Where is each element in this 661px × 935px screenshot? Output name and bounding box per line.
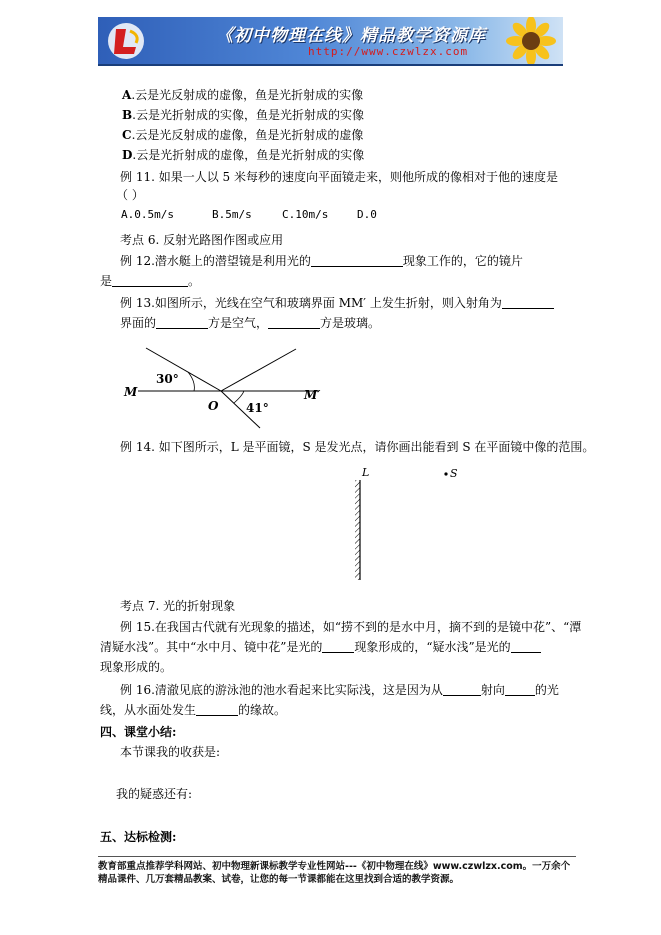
ex14-question: 例 14. 如下图所示，L 是平面镜，S 是发光点，请你画出能看到 S 在平面镜中像的范围。	[120, 440, 595, 454]
ex12-line2: 是 。	[100, 274, 201, 288]
reflected-ray	[221, 349, 296, 391]
header-banner	[98, 17, 563, 64]
ex15-line1: 例 15.在我国古代就有光现象的描述，如“捞不到的是水中月，摘不到的是镜中花”、“潭	[120, 620, 582, 634]
header-rule	[98, 64, 563, 66]
label-m-right: M′	[304, 388, 321, 402]
mirror-diagram	[340, 462, 470, 584]
ex11-choice-d: D.0	[357, 208, 377, 221]
label-o: O	[208, 399, 219, 413]
point-label-s: S	[450, 467, 458, 480]
ex16-line2: 线，从水面处发生 的缘故。	[100, 703, 287, 717]
option-d: D.云是光折射成的虚像，鱼是光折射成的实像	[122, 148, 365, 162]
ex12-line1: 例 12.潜水艇上的潜望镜是利用光的 现象工作的，它的镜片	[120, 254, 523, 268]
footer-text: 教育部重点推荐学科网站、初中物理新课标教学专业性网站---《初中物理在线》www.czwlzx.com。一万余个精品课件、几万套精品教案、试卷，让您的每一节课都能在这里找到合适的教学资源。	[98, 861, 571, 885]
point7-heading: 考点 7. 光的折射现象	[120, 599, 236, 613]
mirror-label-l: L	[362, 466, 370, 479]
ex11-question: 例 11. 如果一人以 5 米每秒的速度向平面镜走来，则他所成的像相对于他的速度是	[120, 170, 558, 184]
ex11-paren: （ ）	[116, 188, 144, 202]
header-url[interactable]: http://www.czwlzx.com	[308, 45, 469, 58]
refraction-diagram	[118, 340, 338, 430]
ex13-line1: 例 13.如图所示，光线在空气和玻璃界面 MM′ 上发生折射，则入射角为	[120, 294, 554, 311]
option-a: A.云是光反射成的虚像，鱼是光折射成的实像	[122, 88, 364, 102]
ex11-choice-b: B.5m/s	[212, 208, 252, 221]
ex16-line1: 例 16.清澈见底的游泳池的池水看起来比实际浅，这是因为从 射向 的光	[120, 683, 559, 697]
ex11-choice-a: A.0.5m/s	[121, 208, 174, 221]
section4-heading: 四、课堂小结:	[100, 725, 177, 739]
ex15-line2: 清疑水浅”。其中“水中月、镜中花”是光的 现象形成的，“疑水浅”是光的	[100, 638, 541, 655]
ex13-line2: 界面的 方是空气， 方是玻璃。	[120, 316, 381, 330]
option-b: B.云是光折射成的实像，鱼是光折射成的实像	[122, 108, 364, 122]
summary-gain: 本节课我的收获是:	[120, 745, 221, 759]
summary-doubt: 我的疑惑还有:	[116, 787, 193, 801]
site-logo-icon	[106, 21, 146, 61]
section5-heading: 五、达标检测:	[100, 830, 177, 844]
angle-label-upper: 30°	[156, 372, 179, 386]
sunflower-icon	[491, 17, 561, 64]
angle-arc-lower	[234, 391, 244, 403]
ex15-line3: 现象形成的。	[100, 660, 173, 674]
label-m-left: M	[124, 385, 138, 399]
footer-rule	[98, 856, 576, 857]
option-c: C.云是光反射成的虚像，鱼是光折射成的虚像	[122, 128, 364, 142]
point6-heading: 考点 6. 反射光路图作图或应用	[120, 233, 284, 247]
header-title: 《初中物理在线》精品教学资源库	[216, 26, 486, 46]
light-point-s	[444, 472, 447, 475]
ex11-choice-c: C.10m/s	[282, 208, 329, 221]
mirror-hatch	[355, 480, 360, 580]
angle-label-lower: 41°	[246, 401, 269, 415]
